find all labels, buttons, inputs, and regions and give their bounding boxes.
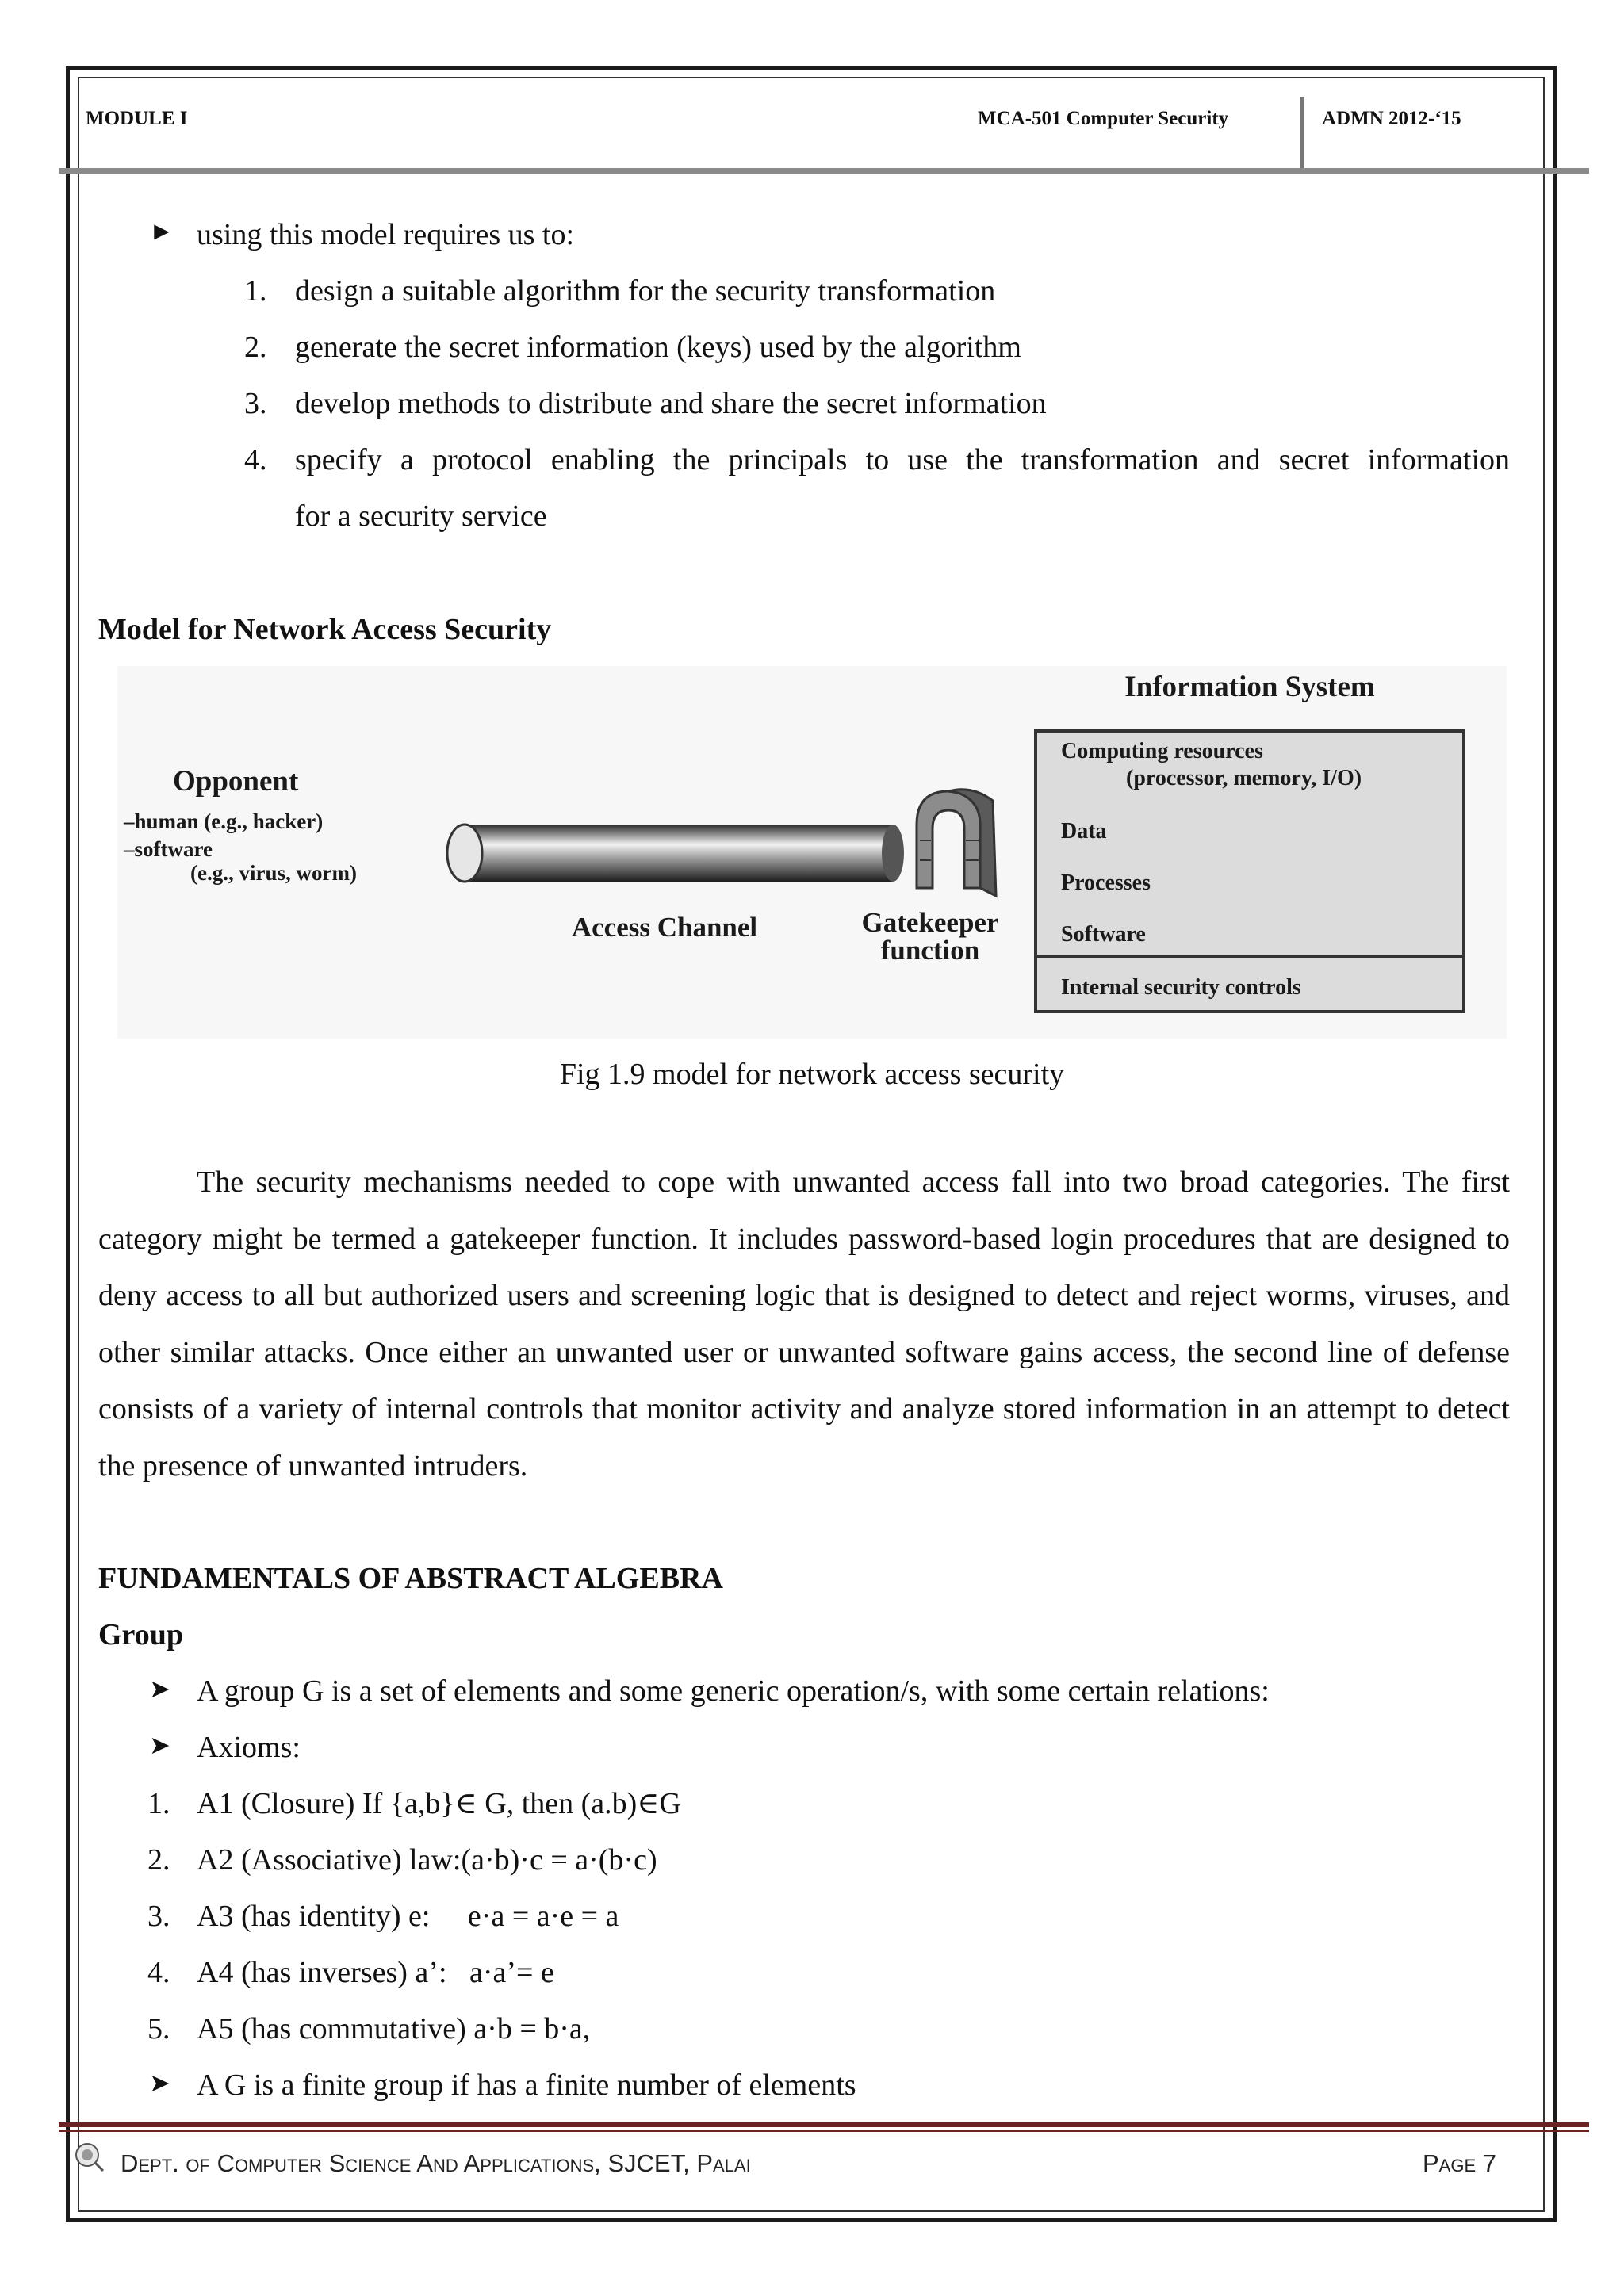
opponent-human: –human (e.g., hacker) — [124, 809, 324, 833]
algebra-heading: FUNDAMENTALS OF ABSTRACT ALGEBRA — [98, 1562, 723, 1595]
footer-rule — [59, 2122, 1589, 2127]
step-text-continued: for a security service — [295, 499, 547, 533]
axiom-number: 3. — [147, 1900, 170, 1933]
info-system-title: Information System — [1124, 671, 1375, 703]
paragraph-text: The security mechanisms needed to cope with unwanted access fall into two broad categories. The first category might be termed a gatekeeper function. It includes password-based login procedures that are designed to deny access to all but authorized users and screening logic that is designed to detect and reject worms, viruses, and other similar attacks. Once either an unwanted user or unwanted software gains access, the second line of defense consists of a variety of internal controls that monitor activity and analyze stored information in an attempt to detect the presence of unwanted intruders. — [98, 1165, 1510, 1483]
arrow-bullet-icon: ➤ — [149, 1674, 170, 1703]
group-subheading: Group — [98, 1618, 184, 1651]
section-heading: Model for Network Access Security — [98, 613, 552, 646]
arrow-bullet-icon: ➤ — [149, 1731, 170, 1759]
step-number: 2. — [244, 331, 267, 364]
steps-intro: using this model requires us to: — [197, 218, 575, 251]
opponent-title: Opponent — [173, 765, 299, 798]
step-text: specify a protocol enabling the principals to use the transformation and secret information — [295, 443, 1510, 476]
axioms-label: Axioms: — [197, 1731, 301, 1764]
access-channel-tube — [447, 825, 904, 882]
axiom-number: 2. — [147, 1843, 170, 1877]
axiom-text: A2 (Associative) law:(a·b)·c = a·(b·c) — [197, 1843, 657, 1877]
triangle-bullet-icon: ► — [149, 216, 174, 245]
step-number: 1. — [244, 274, 267, 308]
step-text: design a suitable algorithm for the security transformation — [295, 274, 996, 308]
header-course: MCA-501 Computer Security — [978, 108, 1229, 129]
opponent-software-detail: (e.g., virus, worm) — [190, 861, 357, 885]
finite-group-note: A G is a finite group if has a finite number of elements — [197, 2068, 856, 2102]
arrow-bullet-icon: ➤ — [149, 2068, 170, 2097]
computing-resources-label: Computing resources — [1061, 739, 1263, 763]
computing-resources-detail: (processor, memory, I/O) — [1126, 766, 1362, 790]
axiom-number: 5. — [147, 2012, 170, 2045]
gatekeeper-label-line2: function — [880, 935, 980, 966]
axiom-number: 1. — [147, 1787, 170, 1820]
header-rule — [59, 168, 1589, 174]
body-paragraph — [98, 1154, 1510, 1494]
network-access-diagram — [117, 666, 1507, 1039]
group-definition: A group G is a set of elements and some generic operation/s, with some certain relations: — [197, 1674, 1270, 1708]
axiom-text: A3 (has identity) e: e·a = a·e = a — [197, 1900, 619, 1933]
footer-department: Dept. of Computer Science And Applications, SJCET, Palai — [121, 2149, 751, 2177]
software-label: Software — [1061, 922, 1146, 947]
footer-rule-thin — [59, 2130, 1589, 2132]
axiom-text: A1 (Closure) If {a,b}∈ G, then (a.b)∈G — [197, 1787, 681, 1820]
step-number: 3. — [244, 387, 267, 420]
access-channel-label: Access Channel — [571, 912, 758, 943]
step-text: generate the secret information (keys) used by the algorithm — [295, 331, 1021, 364]
opponent-software: –software — [124, 837, 213, 861]
step-number: 4. — [244, 443, 267, 476]
internal-controls-label: Internal security controls — [1061, 975, 1301, 1000]
axiom-text: A5 (has commutative) a·b = b·a, — [197, 2012, 591, 2045]
footer-page-number: Page 7 — [1423, 2149, 1496, 2177]
axiom-text: A4 (has inverses) a’: a·a’= e — [197, 1956, 554, 1989]
header-module: MODULE I — [86, 108, 188, 129]
figure-caption: Fig 1.9 model for network access security — [559, 1058, 1065, 1091]
header-divider — [1300, 97, 1304, 170]
step-text: develop methods to distribute and share the secret information — [295, 387, 1047, 420]
gatekeeper-label-line1: Gatekeeper — [861, 907, 999, 938]
processes-label: Processes — [1061, 871, 1151, 895]
college-logo-icon — [73, 2141, 105, 2172]
header-batch: ADMN 2012-‘15 — [1322, 108, 1461, 129]
axiom-number: 4. — [147, 1956, 170, 1989]
data-label: Data — [1061, 819, 1107, 844]
